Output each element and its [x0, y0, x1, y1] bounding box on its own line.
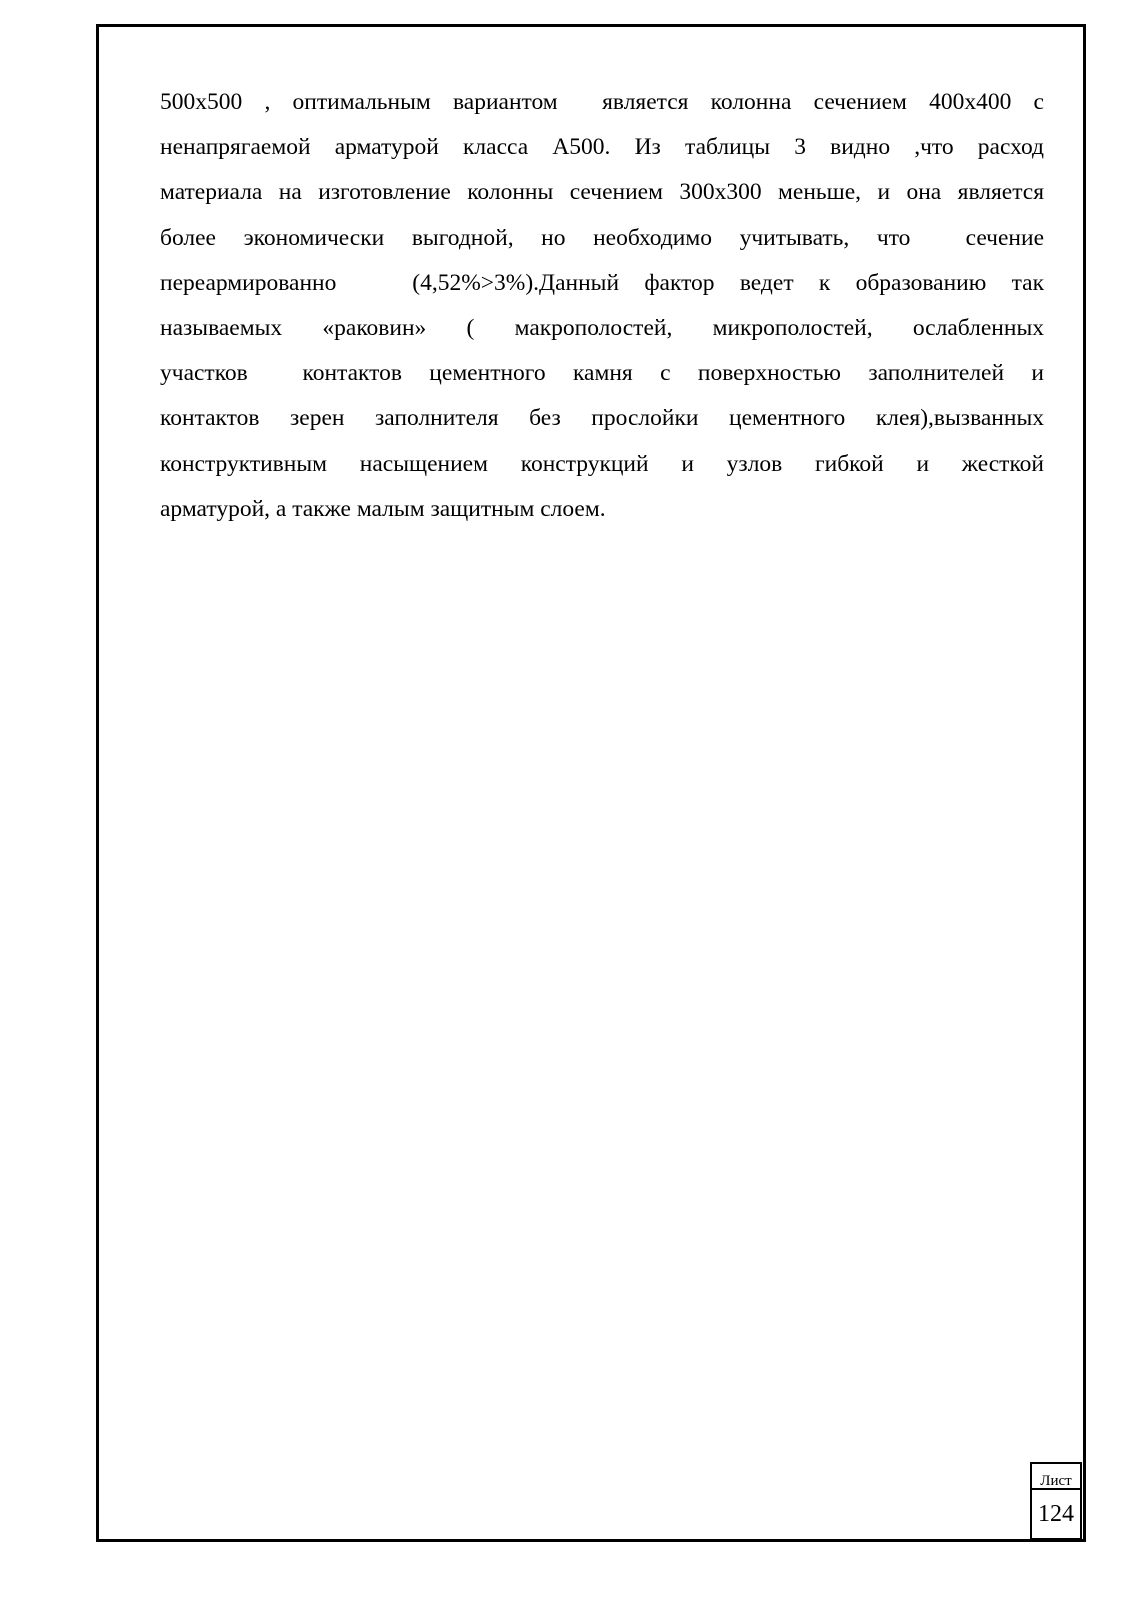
paragraph-line: участков контактов цементного камня с поверхностью заполнителей и: [160, 360, 1044, 387]
sheet-number-box: [1030, 1462, 1082, 1540]
sheet-number: 124: [1038, 1501, 1074, 1527]
paragraph-line: арматурой, а также малым защитным слоем.: [160, 495, 606, 522]
paragraph-line: контактов зерен заполнителя без прослойки цементного клея),вызванных: [160, 405, 1044, 432]
paragraph-line: называемых «раковин» ( макрополостей, микрополостей, ослабленных: [160, 315, 1044, 342]
paragraph-line: более экономически выгодной, но необходимо учитывать, что сечение: [160, 224, 1044, 251]
paragraph-line: ненапрягаемой арматурой класса А500. Из таблицы 3 видно ,что расход: [160, 134, 1044, 161]
paragraph-line: материала на изготовление колонны сечением 300х300 меньше, и она является: [160, 179, 1044, 206]
body-paragraph: [160, 80, 1044, 532]
paragraph-line: переармированно (4,52%>3%).Данный фактор ведет к образованию так: [160, 269, 1044, 296]
paragraph-line: 500х500 , оптимальным вариантом является колонна сечением 400х400 с: [160, 89, 1044, 115]
sheet-label: Лист: [1032, 1464, 1080, 1490]
paragraph-line: конструктивным насыщением конструкций и узлов гибкой и жесткой: [160, 450, 1044, 477]
